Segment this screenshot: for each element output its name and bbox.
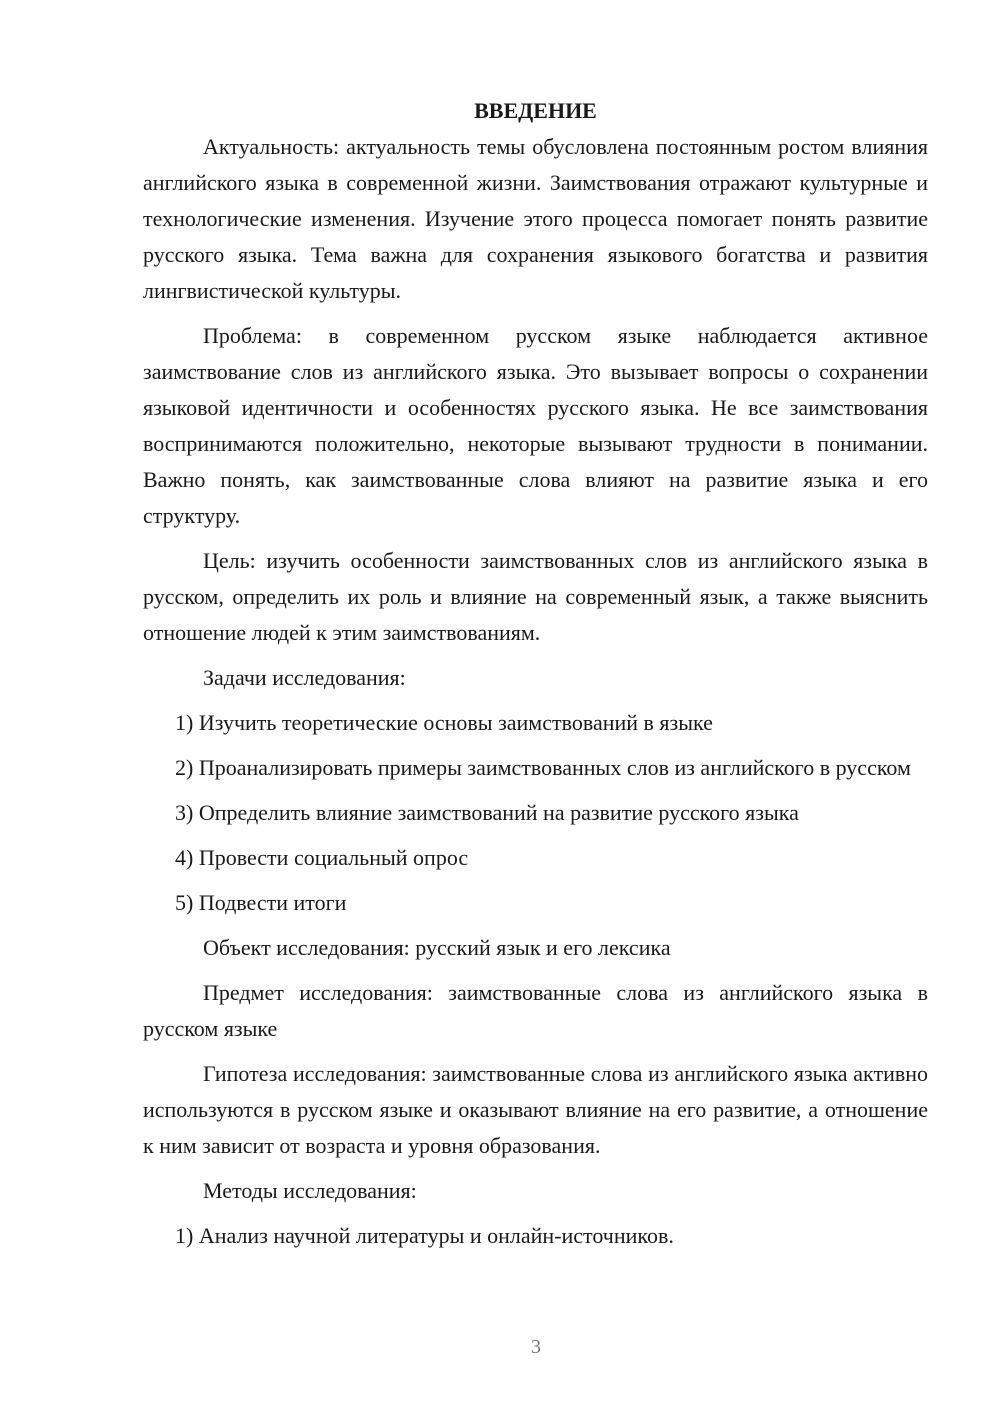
list-item: 3) Определить влияние заимствований на развитие русского языка: [175, 800, 799, 825]
problem-paragraph: Проблема: в современном русском языке наблюдается активное заимствование слов из английского языка. Это вызывает вопросы о сохранении языковой идентичности и особенностях русского языка. Не все заимствования воспринимаются положительно, некоторые вызывают трудности в понимании. Важно понять, как заимствованные слова влияют на развитие языка и его структуру.: [143, 323, 928, 528]
list-item: 1) Анализ научной литературы и онлайн-источников.: [175, 1223, 674, 1248]
methods-label: Методы исследования:: [203, 1178, 417, 1203]
page-number: 3: [531, 1336, 541, 1358]
relevance-paragraph: Актуальность: актуальность темы обусловлена постоянным ростом влияния английского языка в современной жизни. Заимствования отражают культурные и технологические изменения. Изучение этого процесса помогает понять развитие русского языка. Тема важна для сохранения языкового богатства и развития лингвистической культуры.: [143, 134, 928, 303]
goal-paragraph: Цель: изучить особенности заимствованных слов из английского языка в русском, определить их роль и влияние на современный язык, а также выяснить отношение людей к этим заимствованиям.: [143, 548, 928, 645]
methods-list: [143, 1218, 928, 1254]
section-title: ВВЕДЕНИЕ: [474, 98, 597, 123]
list-item: 5) Подвести итоги: [175, 890, 347, 915]
document-page: [143, 95, 928, 1263]
hypothesis-paragraph: Гипотеза исследования: заимствованные слова из английского языка активно используются в русском языке и оказывают влияние на его развитие, а отношение к ним зависит от возраста и уровня образования.: [143, 1061, 928, 1158]
tasks-list: [143, 705, 928, 921]
list-item: 4) Провести социальный опрос: [175, 845, 469, 870]
tasks-label: Задачи исследования:: [203, 665, 406, 690]
list-item: 2) Проанализировать примеры заимствованных слов из английского в русском: [175, 755, 911, 780]
subject-paragraph: Предмет исследования: заимствованные слова из английского языка в русском языке: [143, 980, 928, 1041]
object-paragraph: Объект исследования: русский язык и его лексика: [203, 935, 671, 960]
list-item: 1) Изучить теоретические основы заимствований в языке: [175, 710, 713, 735]
